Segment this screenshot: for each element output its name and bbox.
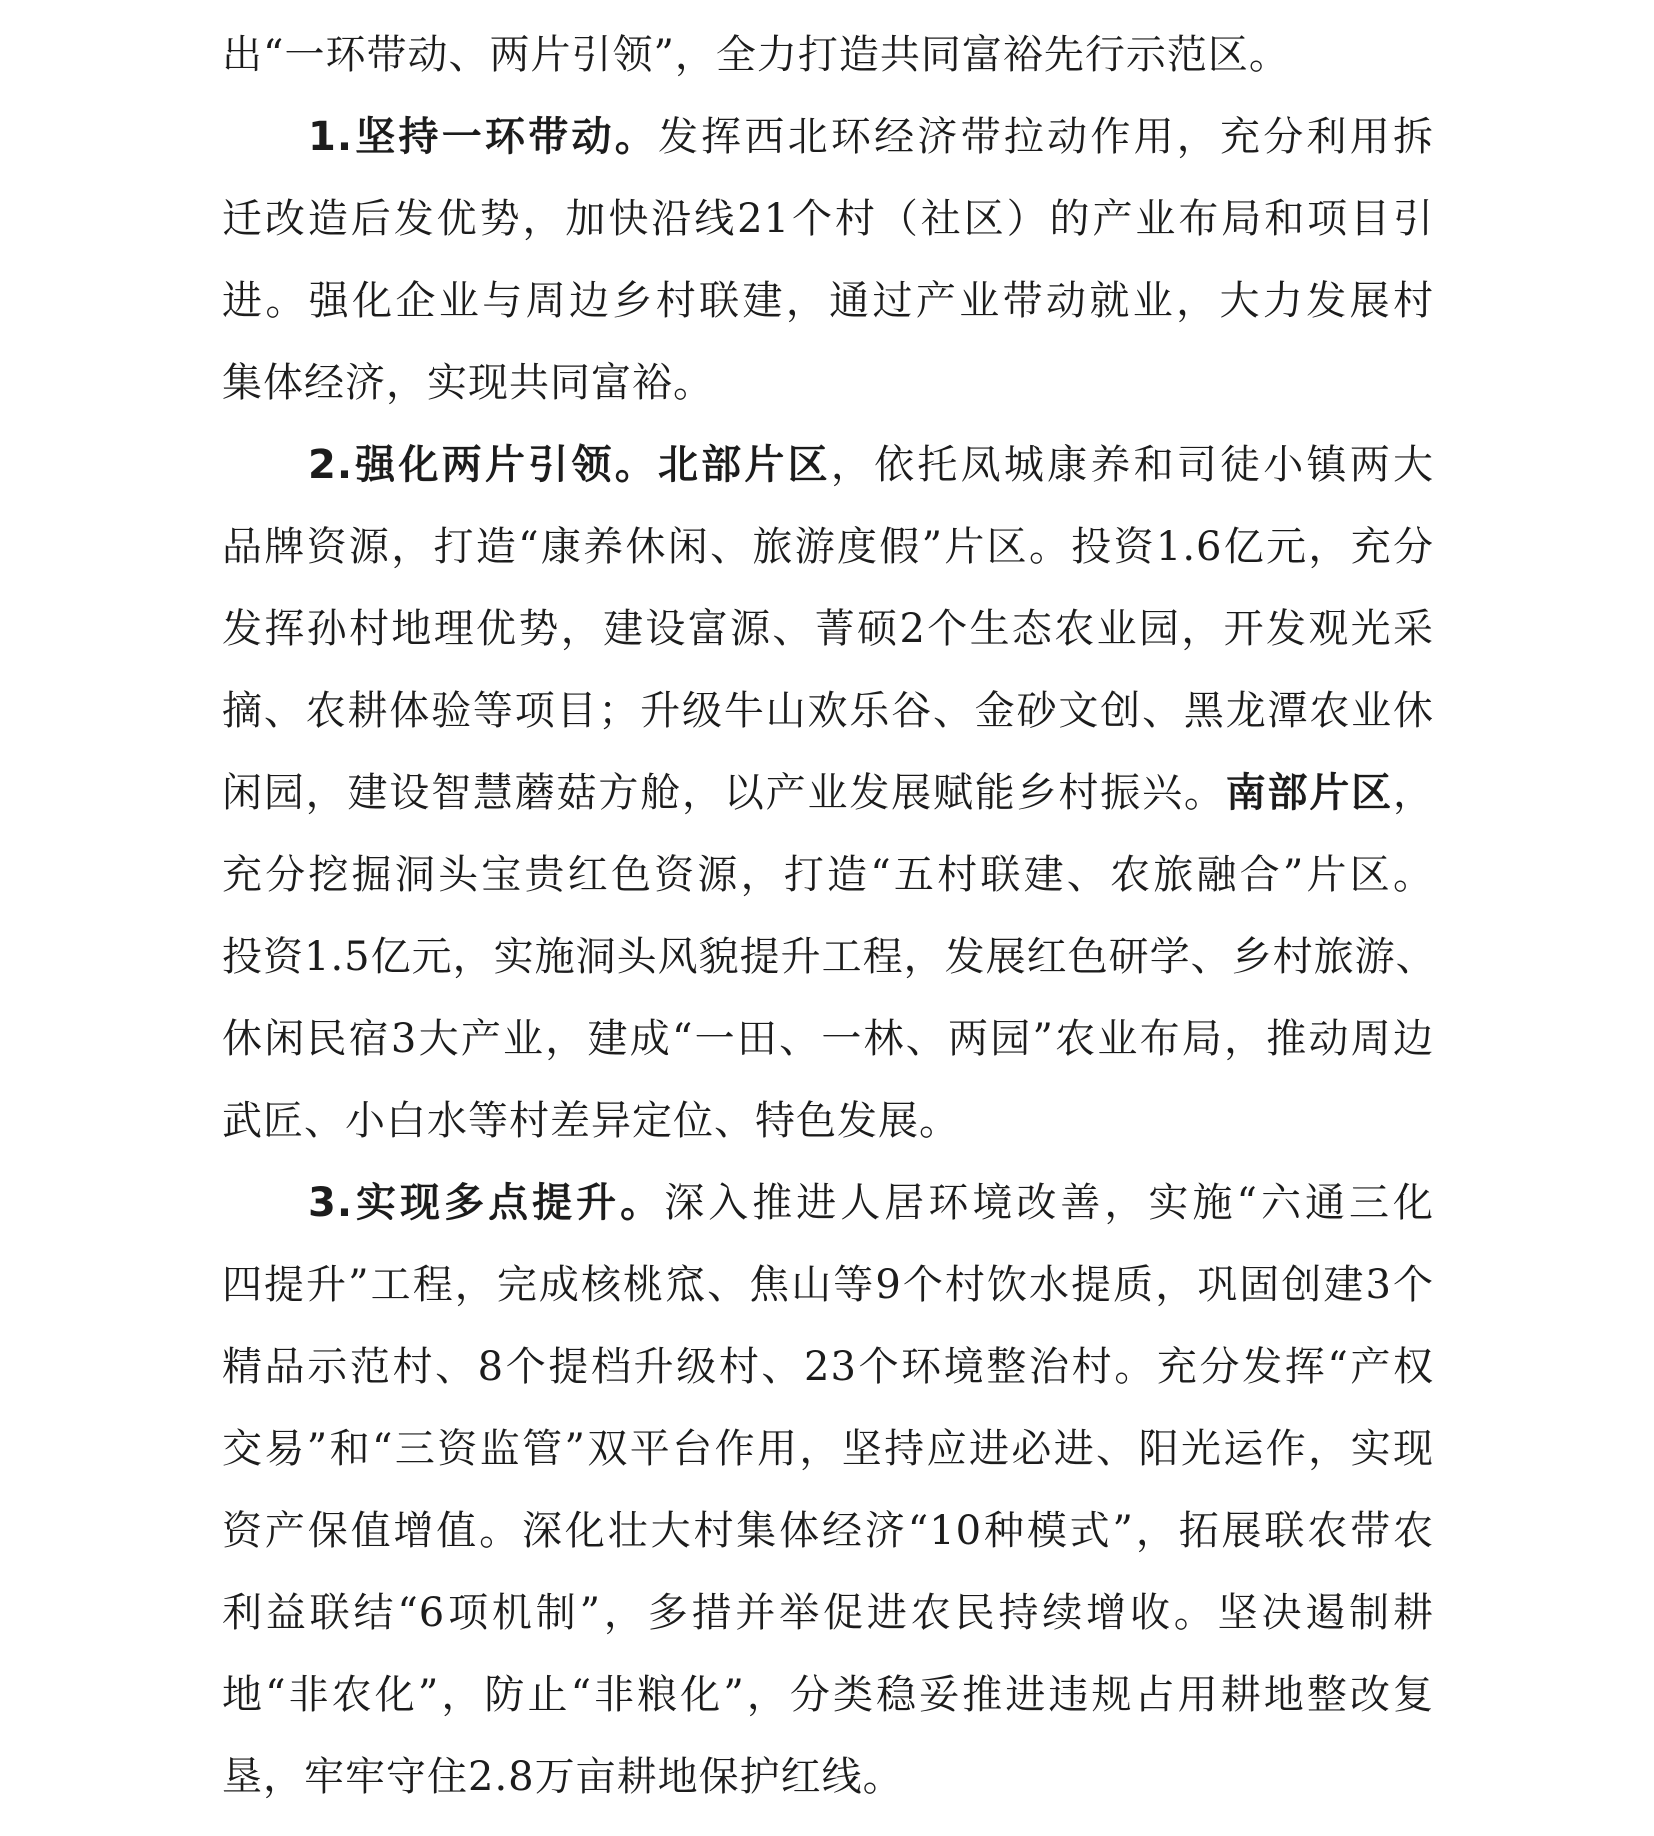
text-line — [222, 588, 1434, 670]
bold-heading-text: 3.实现多点提升。 — [308, 1180, 665, 1226]
text-line — [222, 96, 1434, 178]
text-line — [222, 1490, 1434, 1572]
body-text: 休闲民宿3大产业，建成“一田、一林、两园”农业布局，推动周边 — [222, 1016, 1434, 1062]
text-line — [222, 506, 1434, 588]
body-text: 利益联结“6项机制”，多措并举促进农民持续增收。坚决遏制耕 — [222, 1590, 1434, 1636]
bold-heading-text: 南部片区 — [1225, 770, 1394, 816]
text-line — [222, 260, 1434, 342]
body-text: 发挥孙村地理优势，建设富源、菁硕2个生态农业园，开发观光采 — [222, 606, 1434, 652]
body-text: ， — [1393, 770, 1435, 816]
body-text: 迁改造后发优势，加快沿线21个村（社区）的产业布局和项目引 — [222, 196, 1434, 242]
body-text: ，依托凤城康养和司徒小镇两大 — [830, 442, 1435, 488]
bold-heading-text: 北部片区 — [657, 442, 831, 488]
text-line — [222, 342, 1434, 424]
body-text: 武匠、小白水等村差异定位、特色发展。 — [222, 1098, 960, 1144]
text-line — [222, 670, 1434, 752]
body-text: 品牌资源，打造“康养休闲、旅游度假”片区。投资1.6亿元，充分 — [222, 524, 1434, 570]
body-text: 出“一环带动、两片引领”，全力打造共同富裕先行示范区。 — [222, 32, 1290, 78]
bold-heading-text: 1.坚持一环带动。 — [308, 114, 658, 160]
body-text: 充分挖掘洞头宝贵红色资源，打造“五村联建、农旅融合”片区。 — [222, 852, 1434, 898]
body-text: 投资1.5亿元，实施洞头风貌提升工程，发展红色研学、乡村旅游、 — [222, 934, 1437, 980]
text-line — [222, 1080, 1434, 1162]
body-text: 闲园，建设智慧蘑菇方舱，以产业发展赋能乡村振兴。 — [222, 770, 1226, 816]
text-line — [222, 752, 1434, 834]
text-line — [222, 916, 1437, 998]
text-line — [222, 178, 1434, 260]
body-text: 进。强化企业与周边乡村联建，通过产业带动就业，大力发展村 — [222, 278, 1434, 324]
body-text: 深入推进人居环境改善，实施“六通三化 — [664, 1180, 1435, 1226]
body-text: 地“非农化”，防止“非粮化”，分类稳妥推进违规占用耕地整改复 — [222, 1672, 1434, 1718]
text-line — [222, 1572, 1434, 1654]
body-text: 精品示范村、8个提档升级村、23个环境整治村。充分发挥“产权 — [222, 1344, 1434, 1390]
body-text: 集体经济，实现共同富裕。 — [222, 360, 714, 406]
text-line — [222, 14, 1434, 96]
body-text: 资产保值增值。深化壮大村集体经济“10种模式”，拓展联农带农 — [222, 1508, 1434, 1554]
body-text: 交易”和“三资监管”双平台作用，坚持应进必进、阳光运作，实现 — [222, 1426, 1434, 1472]
text-line — [222, 1244, 1434, 1326]
body-text: 四提升”工程，完成核桃窊、焦山等9个村饮水提质，巩固创建3个 — [222, 1262, 1434, 1308]
text-line — [222, 424, 1434, 506]
bold-heading-text: 2.强化两片引领。 — [308, 442, 658, 488]
text-line — [222, 1736, 1434, 1818]
document-body — [222, 14, 1437, 1818]
text-line — [222, 1408, 1434, 1490]
body-text: 垦，牢牢守住2.8万亩耕地保护红线。 — [222, 1754, 904, 1800]
text-line — [222, 834, 1434, 916]
body-text: 发挥西北环经济带拉动作用，充分利用拆 — [657, 114, 1434, 160]
text-line — [222, 1654, 1434, 1736]
text-line — [222, 1162, 1434, 1244]
text-line — [222, 998, 1434, 1080]
text-line — [222, 1326, 1434, 1408]
body-text: 摘、农耕体验等项目；升级牛山欢乐谷、金砂文创、黑龙潭农业休 — [222, 688, 1434, 734]
